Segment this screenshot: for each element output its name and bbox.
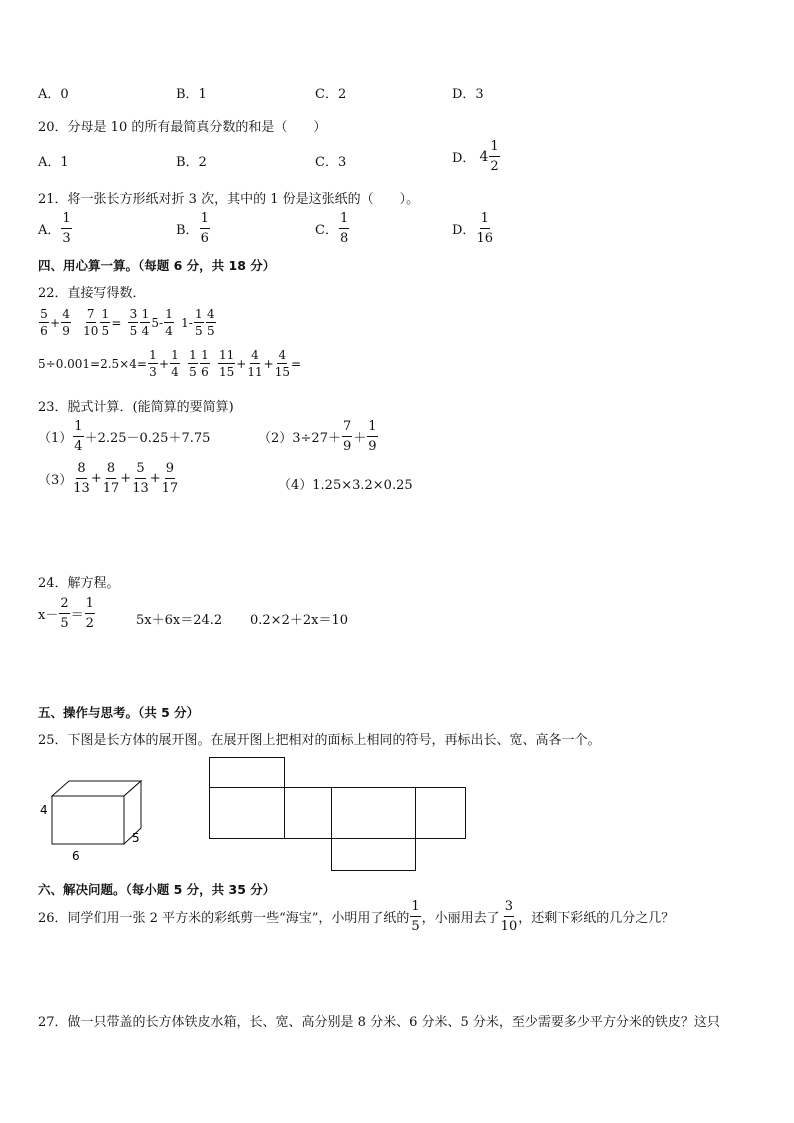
q21-option-d: D． $\frac{1}{16}$ bbox=[452, 211, 493, 246]
q20-option-a: A．1 bbox=[38, 155, 69, 170]
q23-part4: （4）1.25×3.2×0.25 bbox=[278, 478, 413, 493]
q23-part2: （2）3÷27＋ $\frac{7}{9}$ ＋ $\frac{1}{9}$ bbox=[258, 419, 377, 454]
q19-option-a: A．0 bbox=[38, 87, 69, 102]
net-face-1 bbox=[209, 787, 285, 839]
q20-option-d-fraction: $\frac{1}{2}$ bbox=[490, 139, 499, 174]
q21-option-a: A． $\frac{1}{3}$ bbox=[38, 211, 71, 246]
q20-stem: 20．分母是 10 的所有最简真分数的和是（ ） bbox=[38, 120, 327, 135]
q22-stem: 22．直接写得数． bbox=[38, 286, 146, 301]
q21-stem: 21．将一张长方形纸对折 3 次，其中的 1 份是这张纸的（ ）。 bbox=[38, 192, 420, 207]
net-face-2 bbox=[284, 787, 332, 839]
q20-option-d-label: D． bbox=[452, 151, 476, 166]
section-5-heading: 五、操作与思考。（共 5 分） bbox=[38, 705, 200, 720]
q26: 26．同学们用一张 2 平方米的彩纸剪一些“海宝”，小明用了纸的 $\frac{1}{5}$ ，小丽用去了 $\frac{3}{10}$ ，还剩下彩纸的几分之几？ bbox=[38, 899, 675, 934]
q20-option-c: C．3 bbox=[315, 155, 347, 170]
cuboid-height-label: 4 bbox=[40, 803, 48, 817]
q25-stem: 25．下图是长方体的展开图。在展开图上把相对的面标上相同的符号，再标出长、宽、高各一个。 bbox=[38, 733, 601, 748]
net-face-bottom bbox=[331, 838, 416, 871]
net-face-4 bbox=[415, 787, 466, 839]
net-face-3 bbox=[331, 787, 416, 839]
cuboid-figure bbox=[34, 768, 154, 868]
q19-option-b: B．1 bbox=[176, 87, 207, 102]
q24-stem: 24．解方程。 bbox=[38, 576, 120, 591]
q27: 27．做一只带盖的长方体铁皮水箱，长、宽、高分别是 8 分米、6 分米、5 分米，至少需要多少平方分米的铁皮？这只 bbox=[38, 1015, 720, 1030]
q20-option-b: B．2 bbox=[176, 155, 207, 170]
q24-equation-3: 0.2×2＋2x＝10 bbox=[250, 613, 348, 628]
q23-part1: （1） $\frac{1}{4}$ ＋2.25－0.25＋7.75 bbox=[38, 419, 211, 454]
q23-part3: （3） $\frac{8}{13}$ + $\frac{8}{17}$ + $\frac{5}{13}$ + $\frac{9}{17}$ bbox=[38, 461, 179, 496]
q20-option-d bbox=[452, 140, 501, 173]
cuboid-width-label: 5 bbox=[132, 831, 140, 845]
q22-line1: $\frac{5}{6}$ + $\frac{4}{9}$ $\frac{7}{10}$ $\frac{1}{5}$ = $\frac{3}{5}$ $\frac{1}{4}$ 5- $\frac{1}{4}$ 1- $\frac{1}{5}$ $\frac{4}{5}$ bbox=[40, 307, 215, 338]
section-4-heading: 四、用心算一算。（每题 6 分，共 18 分） bbox=[38, 258, 276, 273]
q21-option-c: C． $\frac{1}{8}$ bbox=[315, 211, 349, 246]
q19-option-c: C．2 bbox=[315, 87, 347, 102]
q21-option-b: B． $\frac{1}{6}$ bbox=[176, 211, 209, 246]
net-face-top-left bbox=[209, 757, 285, 788]
q19-option-d: D．3 bbox=[452, 87, 484, 102]
q22-line2: 5÷0.001=2.5×4= $\frac{1}{3}$ + $\frac{1}{4}$ $\frac{1}{5}$ $\frac{1}{6}$ $\frac{11}{15}$ + $\frac{4}{11}$ + $\frac{4}{15}$ = bbox=[38, 348, 302, 379]
cuboid-length-label: 6 bbox=[72, 849, 80, 863]
q23-stem: 23．脱式计算．(能简算的要简算) bbox=[38, 400, 234, 415]
q20-option-d-whole: 4 bbox=[479, 148, 489, 165]
q24-equation-1: x－ $\frac{2}{5}$ ＝ $\frac{1}{2}$ bbox=[38, 596, 94, 631]
section-6-heading: 六、解决问题。（每小题 5 分，共 35 分） bbox=[38, 882, 276, 897]
q24-equation-2: 5x＋6x＝24.2 bbox=[136, 613, 223, 628]
